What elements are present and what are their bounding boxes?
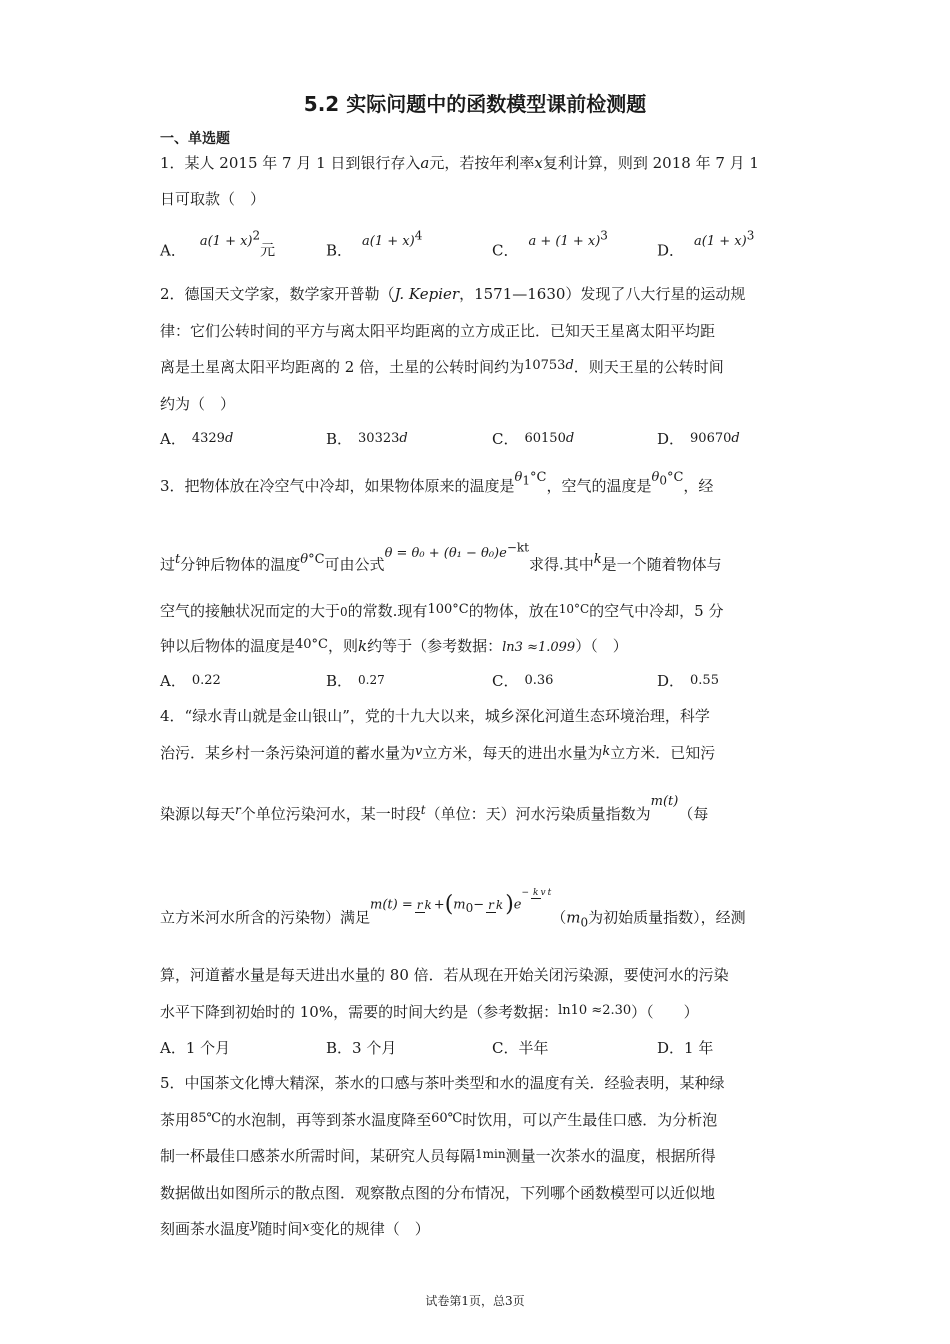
q3-theta1: θ <box>514 470 523 485</box>
page-footer: 试卷第1页，总3页 <box>425 1294 525 1308</box>
q5-text: 的水泡制，再等到茶水温度降至 <box>221 1111 432 1129</box>
q3-t: t <box>175 552 181 568</box>
q4-a-value: 1 个月 <box>185 1039 231 1057</box>
q3-b-value: 0.27 <box>358 673 385 687</box>
question-2-line-1 <box>160 284 745 304</box>
q3-a-value: 0.22 <box>191 673 221 688</box>
q1-option-d[interactable] <box>657 229 755 262</box>
q5-text: 茶用 <box>160 1111 191 1129</box>
q4-t: t <box>420 803 426 817</box>
q4-exp-frac <box>531 888 546 898</box>
q4-text: （单位：天）河水污染质量指数为 <box>425 805 651 823</box>
q5-text: 变化的规律（ ） <box>309 1220 430 1238</box>
question-5-line-4: 数据做出如图所示的散点图．观察散点图的分布情况，下列哪个函数模型可以近似地 <box>160 1184 716 1202</box>
q3-theta0: θ <box>651 470 660 485</box>
question-1-line-1 <box>160 153 759 173</box>
q3-text: 可由公式 <box>324 555 385 574</box>
q2-c-value: 60150 <box>524 431 566 446</box>
q2-text: ．则天王星的公转时间 <box>573 358 724 376</box>
q4-text: 水平下降到初始时的 10%，需要的时间大约是（参考数据： <box>160 1003 559 1021</box>
q3-degree: °C <box>530 470 547 485</box>
q1-c-exp: 3 <box>600 229 608 243</box>
q3-text: 3．把物体放在冷空气中冷却，如果物体原来的温度是 <box>160 477 515 495</box>
q4-exponent <box>521 888 551 898</box>
q4-frac-den: k <box>495 897 504 912</box>
option-label: D． <box>657 430 685 448</box>
q3-text: ，则 <box>328 637 359 655</box>
option-label: D． <box>657 1039 685 1057</box>
option-label: A． <box>160 241 186 260</box>
q4-option-a[interactable] <box>160 1038 230 1058</box>
question-4-line-3 <box>160 794 709 826</box>
q3-zero: 0 <box>340 605 348 619</box>
q2-d-unit: d <box>731 431 740 446</box>
q4-minus: − <box>473 897 485 913</box>
q3-t40: 40°C <box>295 637 329 652</box>
q3-degree: °C <box>308 552 325 568</box>
question-3-line-4 <box>160 636 628 658</box>
q4-plus: + <box>433 897 445 913</box>
option-label: A． <box>160 1039 186 1057</box>
question-5-line-2 <box>160 1110 717 1132</box>
q4-text: 染源以每天 <box>160 805 236 823</box>
q4-option-d[interactable] <box>657 1038 713 1058</box>
q1-b-formula: a(1 + x) <box>362 234 415 250</box>
q5-text: 随时间 <box>257 1220 303 1238</box>
q3-option-b[interactable] <box>326 671 385 692</box>
q3-ln3: ln3 ≈1.099 <box>502 640 576 655</box>
q4-m0-sub: 0 <box>580 915 589 930</box>
q3-text: 是一个随着物体与 <box>601 555 722 574</box>
q3-text: 空气的接触状况而定的大于 <box>160 602 341 620</box>
q4-frac-den: k <box>424 897 432 912</box>
q4-frac-1 <box>415 898 432 912</box>
q4-exp-num: k <box>533 887 539 898</box>
q3-t100: 100°C <box>427 602 469 617</box>
q4-frac-num: r <box>416 897 423 912</box>
q1-d-exp: 3 <box>746 229 755 243</box>
question-4-line-6 <box>160 1002 699 1024</box>
q4-ln10: ln10 ≈2.30 <box>558 1003 632 1018</box>
q4-m0: m <box>453 897 466 913</box>
option-label: B． <box>326 430 353 448</box>
q1-a-formula: a(1 + x) <box>199 234 253 250</box>
q1-text: 1．某人 2015 年 7 月 1 日到银行存入 <box>160 154 421 172</box>
question-2-line-4: 约为（ ） <box>160 395 236 413</box>
q2-unit: d <box>565 358 574 373</box>
question-5-line-1: 5．中国茶文化博大精深，茶水的口感与茶叶类型和水的温度有关．经验表明，某种绿 <box>160 1074 725 1092</box>
option-label: A． <box>160 430 186 448</box>
q3-sub0: 0 <box>659 473 667 488</box>
q3-degree: °C <box>666 470 684 485</box>
question-4-line-4 <box>160 887 746 932</box>
q3-option-c[interactable] <box>492 671 554 693</box>
q2-value: 10753 <box>524 358 566 373</box>
q2-b-unit: d <box>399 431 408 446</box>
q2-text: 离是土星离太阳平均距离的 2 倍，土星的公转时间约为 <box>160 358 525 376</box>
option-label: B． <box>326 672 353 690</box>
q4-formula: m(t) = r $k +(m_0- r$ $k)e^{- k v t}$ <box>370 887 552 917</box>
q4-frac-num: r <box>488 897 494 912</box>
q3-text: 过 <box>160 555 176 574</box>
option-label: C． <box>492 430 519 448</box>
q3-text: 钟以后物体的温度是 <box>160 637 296 655</box>
q5-text: 制一杯最佳口感茶水所需时间，某研究人员每隔 <box>160 1147 476 1165</box>
q3-sub1: 1 <box>522 473 531 488</box>
q4-text: （ <box>551 908 567 927</box>
q1-text: 复利计算，则到 2018 年 7 月 1 <box>542 154 759 172</box>
q4-exp-t: t <box>547 888 552 898</box>
q3-formula: θ = θ₀ + (θ₁ − θ₀)e <box>384 546 507 562</box>
option-label: C． <box>492 241 519 260</box>
q1-d-formula: a(1 + x) <box>694 234 747 250</box>
q2-text: ，1571—1630）发现了八大行星的运动规 <box>459 285 746 303</box>
q1-option-a[interactable] <box>160 229 276 262</box>
q4-m0: m <box>566 908 581 927</box>
question-4-line-1: 4．“绿水青山就是金山银山”，党的十九大以来，城乡深化河道生态环境治理，科学 <box>160 707 710 725</box>
option-label: D． <box>657 672 685 690</box>
q1-option-b[interactable] <box>326 229 423 262</box>
question-3-line-2 <box>160 541 722 576</box>
question-4-line-2 <box>160 743 715 765</box>
q2-a-unit: d <box>224 431 234 446</box>
q1-option-c[interactable] <box>492 229 608 262</box>
q5-x: x <box>302 1220 310 1235</box>
q4-text: （每 <box>678 805 709 823</box>
q1-text: 元，若按年利率 <box>429 154 535 172</box>
section-heading: 一、单选题 <box>160 131 230 147</box>
q4-text: 立方米，每天的进出水量为 <box>422 744 603 762</box>
option-label: C． <box>492 672 519 690</box>
option-label: A． <box>160 672 186 690</box>
q2-a-value: 4329 <box>191 431 225 446</box>
q3-text: ）（ ） <box>575 637 628 655</box>
q4-r: r <box>235 803 241 817</box>
q5-t85: 85℃ <box>190 1111 222 1126</box>
q2-d-value: 90670 <box>690 431 732 446</box>
q5-min: 1min <box>475 1147 506 1161</box>
question-5-line-5 <box>160 1219 430 1241</box>
q2-b-value: 30323 <box>358 431 400 446</box>
q5-text: 刻画茶水温度 <box>160 1220 251 1238</box>
q1-var-a: a <box>420 154 430 172</box>
option-label: B． <box>326 241 353 260</box>
q1-a-unit: 元 <box>260 241 276 260</box>
q2-text: 2．德国天文学家，数学家开普勒（ <box>160 285 395 303</box>
option-label: D． <box>657 241 685 260</box>
q3-text: 约等于（参考数据： <box>367 637 503 655</box>
q4-text: 为初始质量指数），经测 <box>588 908 746 927</box>
q4-text: 个单位污染河水，某一时段 <box>240 805 421 823</box>
question-3-line-3 <box>160 601 723 623</box>
q4-b-value: 3 个月 <box>352 1039 397 1057</box>
q4-c-value: 半年 <box>518 1039 549 1057</box>
q4-frac-2 <box>486 898 503 912</box>
q3-text: 求得.其中 <box>528 555 594 574</box>
q5-y: y <box>250 1217 258 1232</box>
q2-option-c[interactable] <box>492 429 575 451</box>
q3-text: 的空气中冷却，5 分 <box>589 602 724 620</box>
q4-exp-den: v <box>540 887 546 898</box>
question-3-line-1 <box>160 470 714 501</box>
q5-text: 时饮用，可以产生最佳口感．为分析泡 <box>462 1111 718 1129</box>
q2-option-a[interactable] <box>160 429 234 451</box>
q4-text: 治污．某乡村一条污染河道的蓄水量为 <box>160 744 416 762</box>
q3-theta: θ <box>300 552 309 568</box>
q2-option-b[interactable] <box>326 429 408 451</box>
q4-k: k <box>602 744 611 759</box>
q1-c-formula: a + (1 + x) <box>528 234 601 250</box>
question-5-line-3 <box>160 1146 716 1167</box>
q4-option-c[interactable] <box>492 1038 549 1058</box>
q3-text: ，空气的温度是 <box>546 477 652 495</box>
option-label: B． <box>326 1039 353 1057</box>
question-1-line-2: 日可取款（ ） <box>160 190 266 208</box>
question-4-line-5: 算，河道蓄水量是每天进出水量的 80 倍．若从现在开始关闭污染源，要使河水的污染 <box>160 966 729 984</box>
q4-text: 立方米．已知污 <box>610 744 716 762</box>
q4-text: ）（ ） <box>631 1003 699 1021</box>
q4-exp-minus: − <box>521 888 530 898</box>
q3-t10: 10°C <box>558 602 590 616</box>
q3-k: k <box>358 637 368 655</box>
option-label: C． <box>492 1039 519 1057</box>
q2-option-d[interactable] <box>657 429 740 451</box>
q3-text: 的物体，放在 <box>468 602 559 620</box>
q4-e: e <box>513 897 522 913</box>
q4-option-b[interactable] <box>326 1038 396 1058</box>
q1-b-exp: 4 <box>414 229 423 243</box>
q4-text: 立方米河水所含的污染物）满足 <box>160 908 371 927</box>
q1-var-x: x <box>534 154 543 172</box>
q3-text: 的常数.现有 <box>347 602 428 620</box>
q5-text: 测量一次茶水的温度，根据所得 <box>505 1147 716 1165</box>
q3-d-value: 0.55 <box>690 673 719 688</box>
question-2-line-3 <box>160 357 724 379</box>
q5-t60: 60℃ <box>431 1111 463 1126</box>
q3-text: ，经 <box>683 477 714 495</box>
q4-v: v <box>415 744 423 759</box>
q3-c-value: 0.36 <box>524 673 554 688</box>
q3-formula-exp: −kt <box>506 541 529 555</box>
q4-formula-lhs: m(t) = <box>370 897 413 913</box>
q3-text: 分钟后物体的温度 <box>180 555 301 574</box>
q2-c-unit: d <box>565 431 575 446</box>
q3-option-a[interactable] <box>160 671 221 693</box>
q4-d-value: 1 年 <box>684 1039 714 1057</box>
q3-k: k <box>593 552 602 568</box>
q4-m0-sub: 0 <box>465 900 474 915</box>
q2-kepler: J. Kepier <box>394 285 460 303</box>
question-2-line-2: 律：它们公转时间的平方与离太阳平均距离的立方成正比．已知天王星离太阳平均距 <box>160 322 716 340</box>
page-title: 5.2 实际问题中的函数模型课前检测题 <box>303 92 647 116</box>
q1-a-exp: 2 <box>252 229 261 243</box>
q3-option-d[interactable] <box>657 671 719 693</box>
q4-mt: m(t) <box>650 794 679 809</box>
